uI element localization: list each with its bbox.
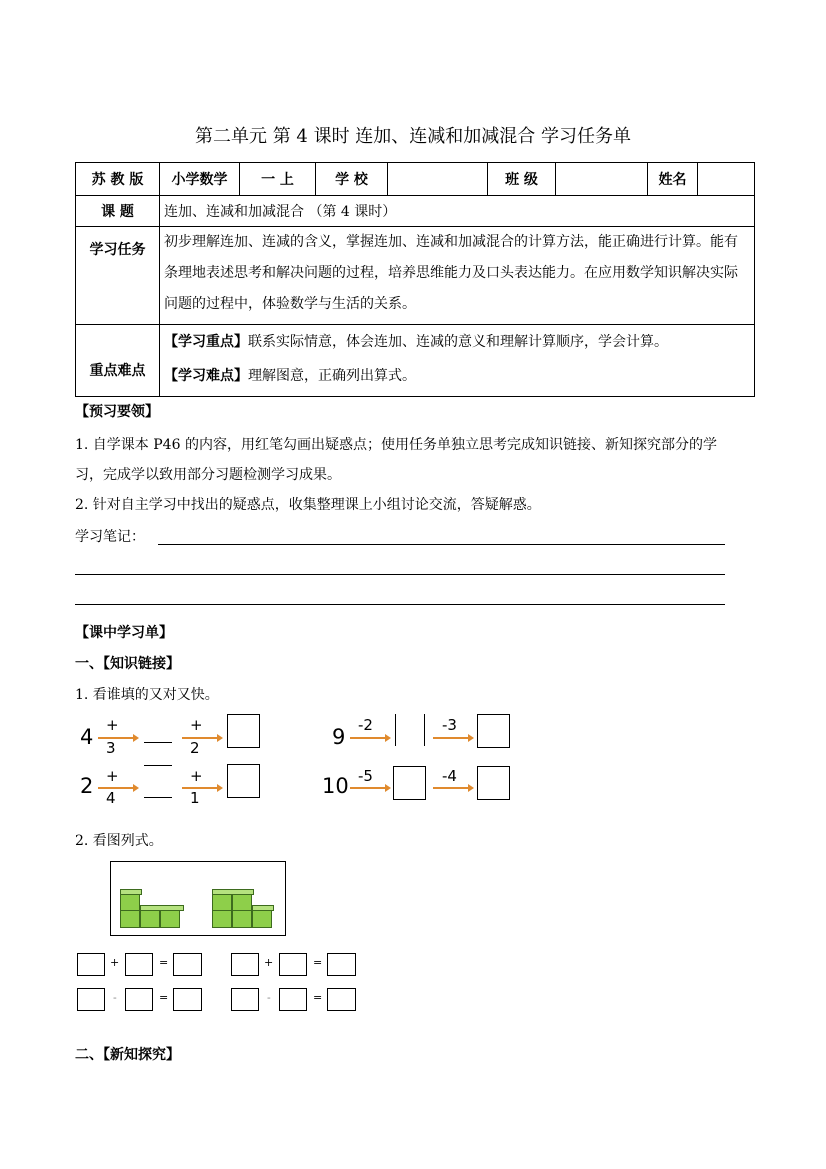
- plus-sign: +: [264, 956, 274, 969]
- preview-item-1: 1. 自学课本 P46 的内容，用红笔勾画出疑惑点；使用任务单独立思考完成知识链接、新知探究部分的学习，完成学以致用部分习题检测学习成果。: [75, 437, 717, 483]
- grade: 一 上: [240, 163, 316, 196]
- arrow-icon: [350, 737, 386, 739]
- minus-sign: -: [267, 991, 271, 1004]
- arrow-icon: [182, 787, 218, 789]
- section-new-knowledge: 二、【新知探究】: [75, 1047, 180, 1063]
- key-label: 重点难点: [76, 325, 160, 397]
- class-field[interactable]: [556, 163, 648, 196]
- cube: [140, 910, 160, 928]
- chain4-op1: -5: [358, 767, 373, 785]
- question-2: 2. 看图列式。: [75, 833, 163, 849]
- equation-box[interactable]: [77, 988, 105, 1011]
- notes-line-1[interactable]: [158, 544, 725, 545]
- section-knowledge-link: 一、【知识链接】: [75, 656, 180, 672]
- chain2-start: 2: [80, 774, 94, 798]
- subject: 小学数学: [160, 163, 240, 196]
- chain2-n1: 4: [106, 789, 116, 807]
- name-label: 姓名: [648, 163, 698, 196]
- difficulty: 理解图意，正确列出算式。: [248, 368, 416, 384]
- arrow-icon: [98, 787, 134, 789]
- cube: [120, 910, 140, 928]
- equation-box[interactable]: [231, 988, 259, 1011]
- chain3-op1: -2: [358, 716, 373, 734]
- chain1-op2: +: [190, 716, 203, 734]
- chain2-n2: 1: [190, 789, 200, 807]
- chain1-n1: 3: [106, 739, 116, 757]
- equation-box[interactable]: [327, 988, 356, 1011]
- preview-item-2: 2. 针对自主学习中找出的疑惑点，收集整理课上小组讨论交流，答疑解惑。: [75, 497, 541, 513]
- chain4-op2: -4: [442, 767, 457, 785]
- equals-sign: =: [313, 991, 323, 1004]
- chain4-start: 10: [322, 774, 349, 798]
- difficulty-tag: 【学习难点】: [164, 368, 248, 384]
- minus-sign: -: [113, 991, 117, 1004]
- equation-box[interactable]: [173, 953, 202, 976]
- topic-value: 连加、连减和加减混合 （第 4 课时）: [160, 196, 755, 227]
- arrow-icon: [433, 737, 469, 739]
- key-cell: [160, 325, 755, 397]
- chain3-start: 9: [332, 725, 346, 749]
- notes-label: 学习笔记：: [75, 529, 145, 545]
- key-point-tag: 【学习重点】: [164, 334, 248, 350]
- cube: [160, 910, 180, 928]
- chain1-op1: +: [106, 716, 119, 734]
- equals-sign: =: [159, 991, 169, 1004]
- chain1-start: 4: [80, 725, 94, 749]
- plus-sign: +: [110, 956, 120, 969]
- info-table: [75, 162, 755, 397]
- cubes-picture: [110, 861, 286, 936]
- cube: [212, 910, 232, 928]
- divider: [395, 714, 396, 746]
- equals-sign: =: [313, 956, 323, 969]
- name-field[interactable]: [698, 163, 755, 196]
- arrow-icon: [182, 737, 218, 739]
- school-label: 学 校: [316, 163, 388, 196]
- key-point: 联系实际情意，体会连加、连减的意义和理解计算顺序，学会计算。: [248, 334, 668, 350]
- topic-label: 课 题: [76, 196, 160, 227]
- equation-box[interactable]: [327, 953, 356, 976]
- equation-box[interactable]: [77, 953, 105, 976]
- chain1-blank[interactable]: [144, 742, 172, 743]
- equation-box[interactable]: [173, 988, 202, 1011]
- equation-box[interactable]: [279, 988, 307, 1011]
- chain2-op1: +: [106, 767, 119, 785]
- page-title: 第二单元 第 4 课时 连加、连减和加减混合 学习任务单: [194, 126, 632, 147]
- task-text: 初步理解连加、连减的含义，掌握连加、连减和加减混合的计算方法，能正确进行计算。能有条理地表述思考和解决问题的过程，培养思维能力及口头表达能力。在应用数学知识解决实际问题的过程中，体验数学与生活的关系。: [160, 227, 755, 325]
- arrow-icon: [98, 737, 134, 739]
- notes-line-3[interactable]: [75, 604, 725, 605]
- chain2-op2: +: [190, 767, 203, 785]
- answer-box[interactable]: [477, 766, 510, 800]
- chain2-blank[interactable]: [144, 797, 172, 798]
- equals-sign: =: [159, 956, 169, 969]
- chain3-op2: -3: [442, 716, 457, 734]
- answer-box[interactable]: [227, 714, 260, 748]
- preview-heading: 【预习要领】: [75, 404, 159, 420]
- arrow-icon: [350, 787, 386, 789]
- equation-box[interactable]: [125, 953, 153, 976]
- answer-box[interactable]: [393, 766, 426, 800]
- cube: [252, 910, 272, 928]
- question-1: 1. 看谁填的又对又快。: [75, 687, 219, 703]
- answer-box[interactable]: [227, 764, 260, 798]
- equation-box[interactable]: [125, 988, 153, 1011]
- equation-box[interactable]: [231, 953, 259, 976]
- task-label: 学习任务: [76, 227, 160, 325]
- equation-box[interactable]: [279, 953, 307, 976]
- chain1-n2: 2: [190, 739, 200, 757]
- cube: [232, 910, 252, 928]
- chain2-blank-top: [144, 765, 172, 766]
- class-label: 班 级: [488, 163, 556, 196]
- school-field[interactable]: [388, 163, 488, 196]
- divider: [424, 714, 425, 746]
- publisher: 苏 教 版: [76, 163, 160, 196]
- inclass-heading: 【课中学习单】: [75, 625, 173, 641]
- notes-line-2[interactable]: [75, 574, 725, 575]
- answer-box[interactable]: [477, 714, 510, 748]
- arrow-icon: [433, 787, 469, 789]
